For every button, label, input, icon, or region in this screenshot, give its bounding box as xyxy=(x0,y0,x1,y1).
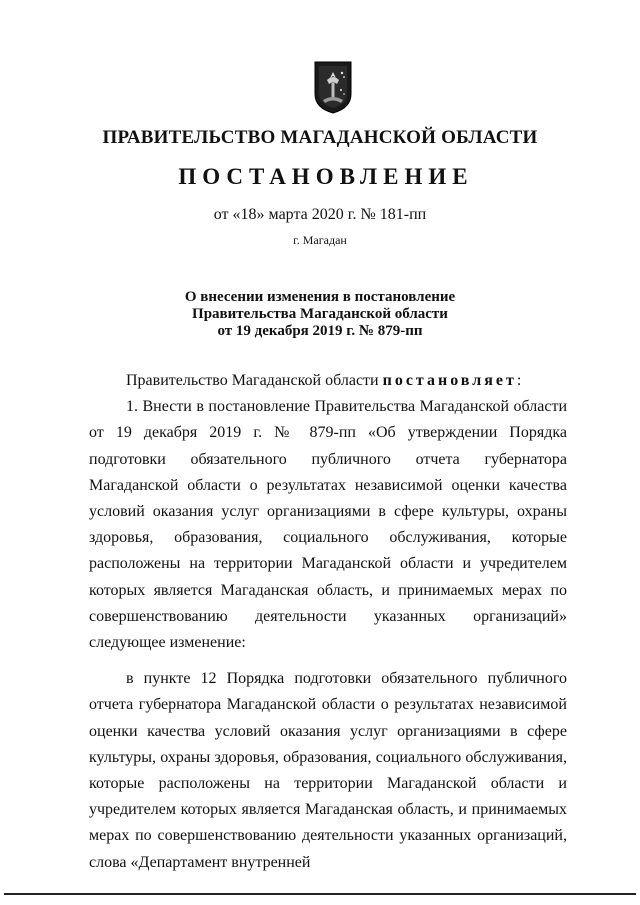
amendment-paragraph: в пункте 12 Порядка подготовки обязательного публичного отчета губернатора Магаданской области о результатах независимой оценки качества условий оказания услуг организациями в сфере культуры, охраны здоровья, образования, социального обслуживания, которые расположены на территории Магаданской области и учредителем которых является Магаданская область, и принимаемых мерах по совершенствованию деятельности указанных организаций, слова «Департамент внутренней xyxy=(89,670,567,871)
intro-keyword: постановляет xyxy=(382,372,517,389)
item-1-paragraph: 1. Внести в постановление Правительства Магаданской области от 19 декабря 2019 г. № 879-пп «Об утверждении Порядка подготовки обязательного публичного отчета губернатора Магаданской области о результатах независимой оценки качества условий оказания услуг организациями в сфере культуры, охраны здоровья, образования, социального обслуживания, которые расположены на территории Магаданской области и учредителем которых является Магаданская область, и принимаемых мерах по совершенствованию деятельности указанных организаций» следующее изменение: xyxy=(89,398,567,652)
subject-line-1: О внесении изменения в постановление xyxy=(184,289,456,305)
document-city: г. Магадан xyxy=(293,233,347,247)
document-type-heading: ПОСТАНОВЛЕНИЕ xyxy=(178,164,474,189)
coat-of-arms-icon xyxy=(313,60,353,114)
document-date-number: от «18» марта 2020 г. № 181-пп xyxy=(213,206,427,223)
page-bottom-rule xyxy=(4,893,636,895)
subject-line-2: Правительства Магаданской области xyxy=(192,306,448,322)
document-subject xyxy=(0,289,640,340)
organization-title: ПРАВИТЕЛЬСТВО МАГАДАНСКОЙ ОБЛАСТИ xyxy=(102,127,538,148)
document-body xyxy=(89,368,567,876)
subject-line-3: от 19 декабря 2019 г. № 879-пп xyxy=(217,323,423,339)
intro-paragraph xyxy=(89,368,567,394)
intro-prefix: Правительство Магаданской области xyxy=(126,372,383,389)
intro-suffix: : xyxy=(516,372,522,389)
